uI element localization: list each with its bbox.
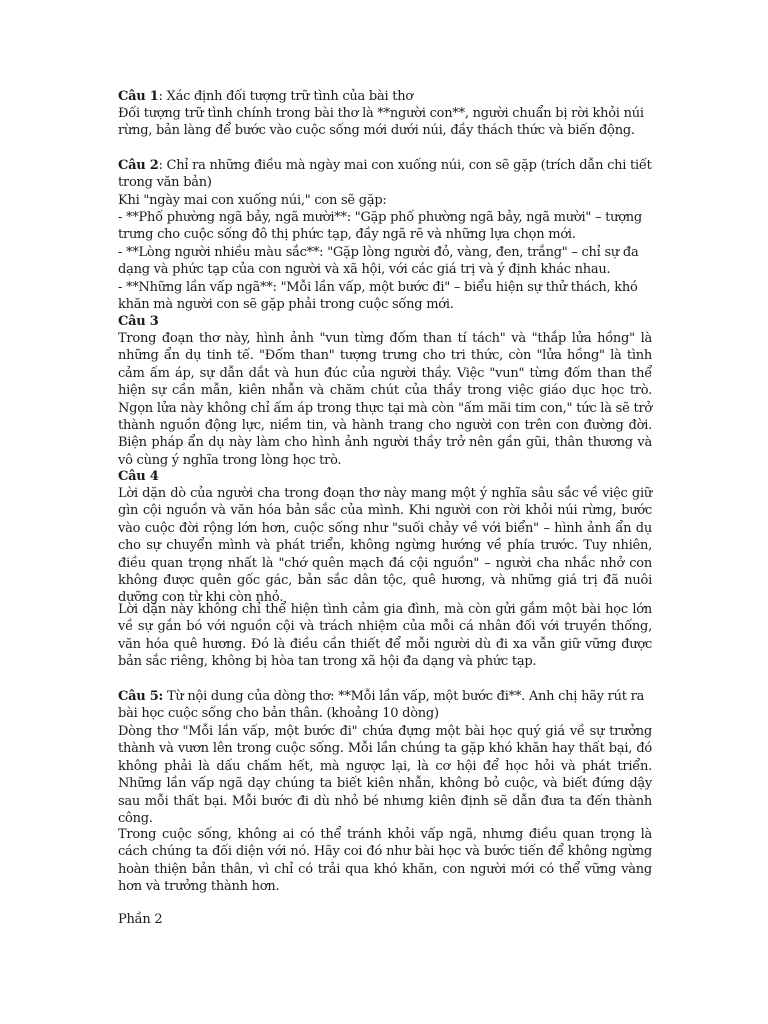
question-label: Câu 4 xyxy=(118,469,159,484)
list-item: - **Những lần vấp ngã**: "Mỗi lần vấp, một bước đi" – biểu hiện sự thử thách, khó khăn mà người con sẽ gặp phải trong cuộc sống mới. xyxy=(118,280,638,313)
list-item: - **Lòng người nhiều màu sắc**: "Gặp lòng người đỏ, vàng, đen, trắng" – chỉ sự đa dạng và phức tạp của con người và xã hội, với các giá trị và ý định khác nhau. xyxy=(118,245,639,278)
question-label: Câu 2 xyxy=(118,158,159,173)
answer-paragraph: Lời dặn dò của người cha trong đoạn thơ này mang một ý nghĩa sâu sắc về việc giữ gìn cội nguồn và văn hóa bản sắc của mình. Khi người con rời khỏi núi rừng, bước vào cuộc đời rộng lớn hơn, cuộc sống như "suối chảy về với biển" – hình ảnh ẩn dụ cho sự chuyển mình và phát triển, không ngừng hướng về phía trước. Tuy nhiên, điều quan trọng nhất là "chớ quên mạch đá cội nguồn" – người cha nhắc nhở con không được quên gốc gác, bản sắc dân tộc, quê hương, và những giá trị đã nuôi dưỡng con từ khi còn nhỏ. xyxy=(118,486,652,606)
answer-paragraph: Trong cuộc sống, không ai có thể tránh khỏi vấp ngã, nhưng điều quan trọng là cách chúng ta đối diện với nó. Hãy coi đó như bài học và bước tiến để không ngừng hoàn thiện bản thân, vì chỉ có trải qua khó khăn, con người mới có thể vững vàng hơn và trưởng thành hơn. xyxy=(118,827,652,895)
question-label: Câu 5: xyxy=(118,689,164,704)
question-5 xyxy=(118,688,652,723)
section-heading: Phần 2 xyxy=(118,912,163,927)
answer-paragraph: Đối tượng trữ tình chính trong bài thơ là **người con**, người chuẩn bị rời khỏi núi rừng, bản làng để bước vào cuộc sống mới dưới núi, đầy thách thức và biến động. xyxy=(118,106,644,139)
question-text: : Chỉ ra những điều mà ngày mai con xuống núi, con sẽ gặp (trích dẫn chi tiết trong văn bản) xyxy=(118,158,652,191)
answer-paragraph: Lời dặn này không chỉ thể hiện tình cảm gia đình, mà còn gửi gắm một bài học lớn về sự gắn bó với nguồn cội và trách nhiệm của mỗi cá nhân đối với truyền thống, văn hóa quê hương. Đó là điều cần thiết để mỗi người dù đi xa vẫn giữ vững được bản sắc riêng, không bị hòa tan trong xã hội đa dạng và phức tạp. xyxy=(118,602,652,670)
question-label: Câu 1 xyxy=(118,89,159,104)
question-1 xyxy=(118,88,652,105)
answer-paragraph: Dòng thơ "Mỗi lần vấp, một bước đi" chứa đựng một bài học quý giá về sự trưởng thành và vươn lên trong cuộc sống. Mỗi lần chúng ta gặp khó khăn hay thất bại, đó không phải là dấu chấm hết, mà ngược lại, là cơ hội để học hỏi và phát triển. Những lần vấp ngã dạy chúng ta biết kiên nhẫn, không bỏ cuộc, và biết đứng dậy sau mỗi thất bại. Mỗi bước đi dù nhỏ bé nhưng kiên định sẽ dẫn đưa ta đến thành công. xyxy=(118,724,652,827)
question-text: : Xác định đối tượng trữ tình của bài thơ xyxy=(158,89,413,104)
question-text: Từ nội dung của dòng thơ: **Mỗi lần vấp, một bước đi**. Anh chị hãy rút ra bài học cuộc sống cho bản thân. (khoảng 10 dòng) xyxy=(118,689,645,722)
question-2 xyxy=(118,157,652,192)
question-label: Câu 3 xyxy=(118,314,159,329)
question-4 xyxy=(118,468,652,485)
list-item: - **Phố phường ngã bảy, ngã mười**: "Gặp phố phường ngã bảy, ngã mười" – tượng trưng cho cuộc sống đô thị phức tạp, đầy ngã rẽ và những lựa chọn mới. xyxy=(118,210,642,243)
answer-intro: Khi "ngày mai con xuống núi," con sẽ gặp: xyxy=(118,193,387,208)
answer-paragraph: Trong đoạn thơ này, hình ảnh "vun từng đốm than tí tách" và "thắp lửa hồng" là những ẩn dụ tinh tế. "Đốm than" tượng trưng cho tri thức, còn "lửa hồng" là tình cảm ấm áp, sự dẫn dắt và hun đúc của người thầy. Việc "vun" từng đốm than thể hiện sự cần mẫn, kiên nhẫn và chăm chút của thầy trong việc giáo dục học trò. Ngọn lửa này không chỉ ấm áp trong thực tại mà còn "ấm mãi tim con," tức là sẽ trở thành nguồn động lực, niềm tin, và hành trang cho người con trên con đường đời. Biện pháp ẩn dụ này làm cho hình ảnh người thầy trở nên gần gũi, thân thương và vô cùng ý nghĩa trong lòng học trò. xyxy=(118,331,652,468)
question-3 xyxy=(118,313,652,330)
